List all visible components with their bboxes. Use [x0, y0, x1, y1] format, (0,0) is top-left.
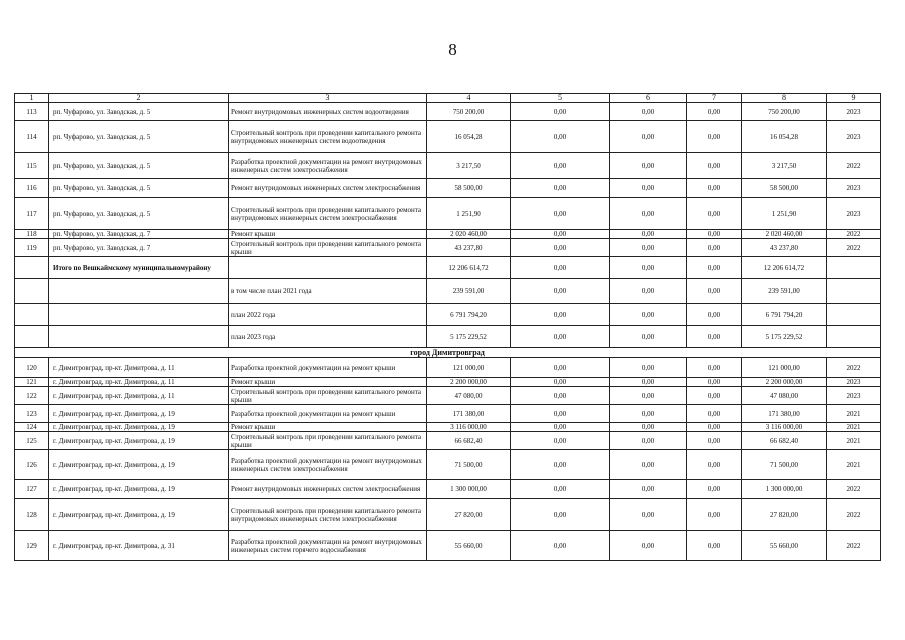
- row-number: 113: [15, 103, 49, 121]
- fund-cell: 0,00: [511, 387, 610, 405]
- address-cell: рп. Чуфарово, ул. Заводская, д. 5: [49, 103, 229, 121]
- row-number: 124: [15, 423, 49, 432]
- total-cost-cell: 5 175 229,52: [427, 326, 511, 348]
- owners-funds-cell: 121 000,00: [742, 358, 827, 378]
- work-type-cell: Строительный контроль при проведении капитального ремонта крыши: [229, 432, 427, 450]
- total-cost-cell: 47 080,00: [427, 387, 511, 405]
- owners-funds-cell: 47 080,00: [742, 387, 827, 405]
- fund-cell: 0,00: [511, 257, 610, 279]
- fund-cell: 0,00: [511, 279, 610, 304]
- fund-cell: 0,00: [511, 432, 610, 450]
- work-type-cell: Разработка проектной документации на ремонт внутридомовых инженерных систем электроснабжения: [229, 450, 427, 480]
- total-cost-cell: 71 500,00: [427, 450, 511, 480]
- owners-funds-cell: 5 175 229,52: [742, 326, 827, 348]
- fund-cell: 0,00: [511, 121, 610, 153]
- row-number: 114: [15, 121, 49, 153]
- section-title: город Димитровград: [15, 348, 881, 358]
- total-cost-cell: 6 791 794,20: [427, 304, 511, 326]
- work-type-cell: Строительный контроль при проведении капитального ремонта крыши: [229, 387, 427, 405]
- owners-funds-cell: 2 200 000,00: [742, 378, 827, 387]
- local-budget-cell: 0,00: [687, 121, 742, 153]
- row-number: 127: [15, 480, 49, 499]
- total-cost-cell: 3 217,50: [427, 153, 511, 179]
- table-row: [15, 358, 881, 378]
- year-cell: 2023: [827, 198, 881, 230]
- regional-budget-cell: 0,00: [610, 450, 687, 480]
- owners-funds-cell: 6 791 794,20: [742, 304, 827, 326]
- regional-budget-cell: 0,00: [610, 499, 687, 531]
- work-type-cell: Ремонт внутридомовых инженерных систем водоотведения: [229, 103, 427, 121]
- local-budget-cell: 0,00: [687, 480, 742, 499]
- work-type-cell: Ремонт крыши: [229, 423, 427, 432]
- address-cell: рп. Чуфарово, ул. Заводская, д. 5: [49, 121, 229, 153]
- local-budget-cell: 0,00: [687, 304, 742, 326]
- regional-budget-cell: 0,00: [610, 531, 687, 561]
- year-cell: 2022: [827, 358, 881, 378]
- local-budget-cell: 0,00: [687, 405, 742, 423]
- local-budget-cell: 0,00: [687, 531, 742, 561]
- local-budget-cell: 0,00: [687, 179, 742, 198]
- year-cell: 2022: [827, 480, 881, 499]
- year-cell: 2022: [827, 531, 881, 561]
- year-cell: [827, 257, 881, 279]
- table-row: [15, 378, 881, 387]
- regional-budget-cell: 0,00: [610, 198, 687, 230]
- total-cost-cell: 27 820,00: [427, 499, 511, 531]
- address-cell: рп. Чуфарово, ул. Заводская, д. 5: [49, 153, 229, 179]
- local-budget-cell: 0,00: [687, 198, 742, 230]
- owners-funds-cell: 66 682,40: [742, 432, 827, 450]
- total-cost-cell: 121 000,00: [427, 358, 511, 378]
- table-row: [15, 121, 881, 153]
- year-cell: 2023: [827, 103, 881, 121]
- regional-budget-cell: 0,00: [610, 423, 687, 432]
- work-type-cell: Ремонт крыши: [229, 230, 427, 239]
- year-cell: 2023: [827, 121, 881, 153]
- fund-cell: 0,00: [511, 230, 610, 239]
- table-row: [15, 499, 881, 531]
- address-cell: г. Димитровград, пр-кт. Димитрова, д. 11: [49, 378, 229, 387]
- regional-budget-cell: 0,00: [610, 358, 687, 378]
- table-row: [15, 480, 881, 499]
- total-row: [15, 257, 881, 279]
- fund-cell: 0,00: [511, 499, 610, 531]
- fund-cell: 0,00: [511, 103, 610, 121]
- work-type-cell: Строительный контроль при проведении капитального ремонта внутридомовых инженерных систем электроснабжения: [229, 499, 427, 531]
- local-budget-cell: 0,00: [687, 387, 742, 405]
- fund-cell: 0,00: [511, 450, 610, 480]
- row-number: 129: [15, 531, 49, 561]
- local-budget-cell: 0,00: [687, 326, 742, 348]
- year-cell: [827, 304, 881, 326]
- work-type-cell: Ремонт внутридомовых инженерных систем электроснабжения: [229, 480, 427, 499]
- row-number: [15, 304, 49, 326]
- header-cell: 1: [15, 94, 49, 103]
- work-type-cell: Разработка проектной документации на ремонт внутридомовых инженерных систем горячего водоснабжения: [229, 531, 427, 561]
- row-number: 128: [15, 499, 49, 531]
- local-budget-cell: 0,00: [687, 279, 742, 304]
- fund-cell: 0,00: [511, 423, 610, 432]
- row-number: 122: [15, 387, 49, 405]
- regional-budget-cell: 0,00: [610, 153, 687, 179]
- header-cell: 7: [687, 94, 742, 103]
- owners-funds-cell: 12 206 614,72: [742, 257, 827, 279]
- row-number: 115: [15, 153, 49, 179]
- table-row: [15, 531, 881, 561]
- year-cell: 2023: [827, 387, 881, 405]
- work-type-cell: Разработка проектной документации на ремонт внутридомовых инженерных систем электроснабжения: [229, 153, 427, 179]
- owners-funds-cell: 171 380,00: [742, 405, 827, 423]
- total-cost-cell: 2 020 460,00: [427, 230, 511, 239]
- owners-funds-cell: 3 217,50: [742, 153, 827, 179]
- address-cell: [49, 304, 229, 326]
- fund-cell: 0,00: [511, 480, 610, 499]
- address-cell: рп. Чуфарово, ул. Заводская, д. 5: [49, 198, 229, 230]
- owners-funds-cell: 55 660,00: [742, 531, 827, 561]
- table-row: [15, 198, 881, 230]
- table-row: [15, 405, 881, 423]
- total-cost-cell: 171 380,00: [427, 405, 511, 423]
- table-row: [15, 432, 881, 450]
- local-budget-cell: 0,00: [687, 358, 742, 378]
- table-row: [15, 326, 881, 348]
- address-cell: г. Димитровград, пр-кт. Димитрова, д. 11: [49, 387, 229, 405]
- row-number: [15, 257, 49, 279]
- header-cell: 3: [229, 94, 427, 103]
- total-cost-cell: 1 300 000,00: [427, 480, 511, 499]
- regional-budget-cell: 0,00: [610, 121, 687, 153]
- total-cost-cell: 1 251,90: [427, 198, 511, 230]
- regional-budget-cell: 0,00: [610, 103, 687, 121]
- owners-funds-cell: 27 820,00: [742, 499, 827, 531]
- fund-cell: 0,00: [511, 198, 610, 230]
- section-row: [15, 348, 881, 358]
- work-type-cell: Строительный контроль при проведении капитального ремонта внутридомовых инженерных систем водоотведения: [229, 121, 427, 153]
- regional-budget-cell: 0,00: [610, 230, 687, 239]
- work-type-cell: Строительный контроль при проведении капитального ремонта крыши: [229, 239, 427, 257]
- year-cell: 2023: [827, 179, 881, 198]
- year-cell: 2022: [827, 499, 881, 531]
- work-type-cell: план 2022 года: [229, 304, 427, 326]
- table-row: [15, 304, 881, 326]
- owners-funds-cell: 2 020 460,00: [742, 230, 827, 239]
- table-row: [15, 279, 881, 304]
- owners-funds-cell: 43 237,80: [742, 239, 827, 257]
- regional-budget-cell: 0,00: [610, 257, 687, 279]
- table-row: [15, 423, 881, 432]
- regional-budget-cell: 0,00: [610, 239, 687, 257]
- header-cell: 8: [742, 94, 827, 103]
- local-budget-cell: 0,00: [687, 239, 742, 257]
- budget-table: [14, 93, 881, 561]
- work-type-cell: [229, 257, 427, 279]
- address-cell: г. Димитровград, пр-кт. Димитрова, д. 31: [49, 531, 229, 561]
- year-cell: 2022: [827, 230, 881, 239]
- row-number: 126: [15, 450, 49, 480]
- table-row: [15, 450, 881, 480]
- row-number: 121: [15, 378, 49, 387]
- regional-budget-cell: 0,00: [610, 326, 687, 348]
- table-row: [15, 179, 881, 198]
- work-type-cell: в том числе план 2021 года: [229, 279, 427, 304]
- local-budget-cell: 0,00: [687, 153, 742, 179]
- address-cell: г. Димитровград, пр-кт. Димитрова, д. 19: [49, 423, 229, 432]
- total-cost-cell: 66 682,40: [427, 432, 511, 450]
- year-cell: 2023: [827, 378, 881, 387]
- address-cell: г. Димитровград, пр-кт. Димитрова, д. 19: [49, 450, 229, 480]
- owners-funds-cell: 58 500,00: [742, 179, 827, 198]
- row-number: 117: [15, 198, 49, 230]
- owners-funds-cell: 1 251,90: [742, 198, 827, 230]
- total-cost-cell: 750 200,00: [427, 103, 511, 121]
- owners-funds-cell: 239 591,00: [742, 279, 827, 304]
- header-cell: 4: [427, 94, 511, 103]
- total-cost-cell: 3 116 000,00: [427, 423, 511, 432]
- owners-funds-cell: 1 300 000,00: [742, 480, 827, 499]
- row-number: 119: [15, 239, 49, 257]
- total-cost-cell: 58 500,00: [427, 179, 511, 198]
- fund-cell: 0,00: [511, 378, 610, 387]
- local-budget-cell: 0,00: [687, 450, 742, 480]
- fund-cell: 0,00: [511, 239, 610, 257]
- total-cost-cell: 16 054,28: [427, 121, 511, 153]
- regional-budget-cell: 0,00: [610, 480, 687, 499]
- page-number: 8: [448, 40, 457, 59]
- row-number: 123: [15, 405, 49, 423]
- address-cell: [49, 279, 229, 304]
- local-budget-cell: 0,00: [687, 257, 742, 279]
- address-cell: [49, 326, 229, 348]
- local-budget-cell: 0,00: [687, 103, 742, 121]
- fund-cell: 0,00: [511, 326, 610, 348]
- table-row: [15, 103, 881, 121]
- year-cell: 2022: [827, 239, 881, 257]
- address-cell: рп. Чуфарово, ул. Заводская, д. 5: [49, 179, 229, 198]
- regional-budget-cell: 0,00: [610, 432, 687, 450]
- total-cost-cell: 2 200 000,00: [427, 378, 511, 387]
- fund-cell: 0,00: [511, 179, 610, 198]
- row-number: 125: [15, 432, 49, 450]
- table-row: [15, 230, 881, 239]
- year-cell: 2021: [827, 432, 881, 450]
- total-cost-cell: 239 591,00: [427, 279, 511, 304]
- address-cell: Итого по Вешкаймскому муниципальномурайону: [49, 257, 229, 279]
- address-cell: г. Димитровград, пр-кт. Димитрова, д. 19: [49, 480, 229, 499]
- row-number: 120: [15, 358, 49, 378]
- local-budget-cell: 0,00: [687, 499, 742, 531]
- fund-cell: 0,00: [511, 304, 610, 326]
- owners-funds-cell: 71 500,00: [742, 450, 827, 480]
- year-cell: 2022: [827, 153, 881, 179]
- table-row: [15, 153, 881, 179]
- address-cell: г. Димитровград, пр-кт. Димитрова, д. 11: [49, 358, 229, 378]
- address-cell: г. Димитровград, пр-кт. Димитрова, д. 19: [49, 405, 229, 423]
- fund-cell: 0,00: [511, 531, 610, 561]
- row-number: [15, 326, 49, 348]
- table-row: [15, 239, 881, 257]
- regional-budget-cell: 0,00: [610, 279, 687, 304]
- row-number: [15, 279, 49, 304]
- header-cell: 6: [610, 94, 687, 103]
- address-cell: г. Димитровград, пр-кт. Димитрова, д. 19: [49, 432, 229, 450]
- year-cell: [827, 279, 881, 304]
- work-type-cell: Строительный контроль при проведении капитального ремонта внутридомовых инженерных систем электроснабжения: [229, 198, 427, 230]
- row-number: 116: [15, 179, 49, 198]
- owners-funds-cell: 16 054,28: [742, 121, 827, 153]
- local-budget-cell: 0,00: [687, 423, 742, 432]
- address-cell: рп. Чуфарово, ул. Заводская, д. 7: [49, 239, 229, 257]
- local-budget-cell: 0,00: [687, 230, 742, 239]
- regional-budget-cell: 0,00: [610, 304, 687, 326]
- table-row: [15, 387, 881, 405]
- work-type-cell: план 2023 года: [229, 326, 427, 348]
- work-type-cell: Разработка проектной документации на ремонт крыши: [229, 405, 427, 423]
- total-cost-cell: 55 660,00: [427, 531, 511, 561]
- address-cell: рп. Чуфарово, ул. Заводская, д. 7: [49, 230, 229, 239]
- table-header-row: [15, 94, 881, 103]
- header-cell: 2: [49, 94, 229, 103]
- header-cell: 9: [827, 94, 881, 103]
- fund-cell: 0,00: [511, 358, 610, 378]
- total-cost-cell: 12 206 614,72: [427, 257, 511, 279]
- year-cell: 2021: [827, 423, 881, 432]
- local-budget-cell: 0,00: [687, 432, 742, 450]
- year-cell: 2021: [827, 450, 881, 480]
- regional-budget-cell: 0,00: [610, 179, 687, 198]
- regional-budget-cell: 0,00: [610, 378, 687, 387]
- regional-budget-cell: 0,00: [610, 387, 687, 405]
- fund-cell: 0,00: [511, 405, 610, 423]
- header-cell: 5: [511, 94, 610, 103]
- total-cost-cell: 43 237,80: [427, 239, 511, 257]
- fund-cell: 0,00: [511, 153, 610, 179]
- year-cell: 2021: [827, 405, 881, 423]
- owners-funds-cell: 3 116 000,00: [742, 423, 827, 432]
- owners-funds-cell: 750 200,00: [742, 103, 827, 121]
- address-cell: г. Димитровград, пр-кт. Димитрова, д. 19: [49, 499, 229, 531]
- regional-budget-cell: 0,00: [610, 405, 687, 423]
- work-type-cell: Ремонт внутридомовых инженерных систем электроснабжения: [229, 179, 427, 198]
- local-budget-cell: 0,00: [687, 378, 742, 387]
- work-type-cell: Ремонт крыши: [229, 378, 427, 387]
- year-cell: [827, 326, 881, 348]
- row-number: 118: [15, 230, 49, 239]
- work-type-cell: Разработка проектной документации на ремонт крыши: [229, 358, 427, 378]
